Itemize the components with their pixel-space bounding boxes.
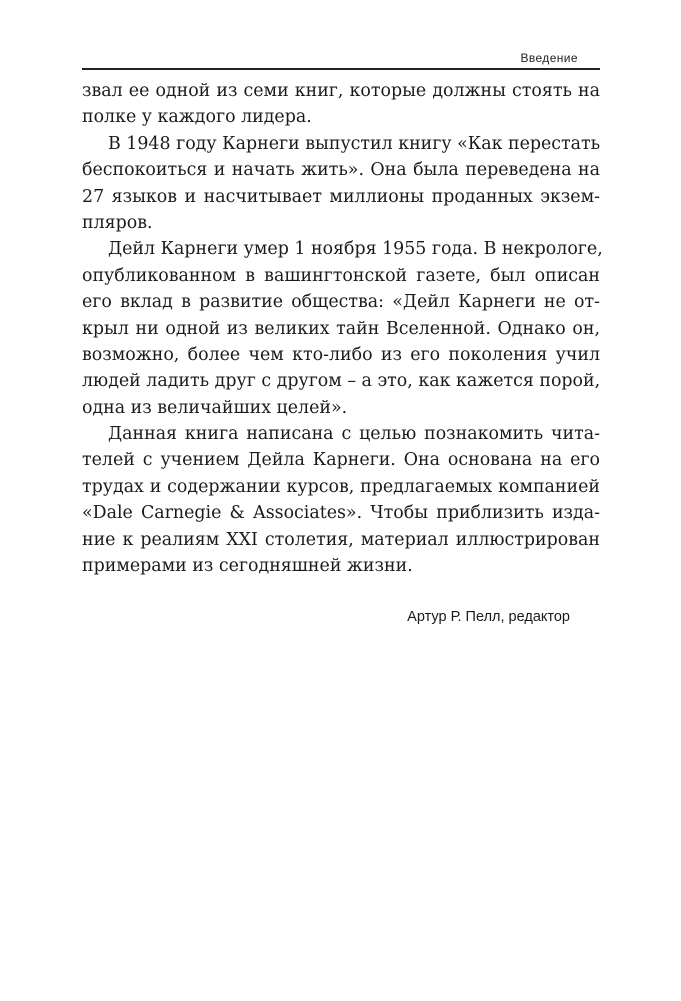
text-line: полке у каждого лидера.	[82, 107, 312, 128]
text-line: В 1948 году Карнеги выпустил книгу «Как перестать	[108, 133, 601, 154]
editor-signature: Артур Р. Пелл, редактор	[407, 609, 570, 625]
text-line: возможно, более чем кто-либо из его поколения учил	[82, 344, 600, 365]
text-line: телей с учением Дейла Карнеги. Она основана на его	[82, 450, 600, 471]
text-line: беспокоиться и начать жить». Она была переведена на	[82, 160, 600, 181]
text-line: Данная книга написана с целью познакомить чита-	[108, 424, 600, 445]
text-line: ние к реалиям XXI столетия, материал иллюстрирован	[82, 529, 600, 550]
text-line: «Dale Carnegie & Associates». Чтобы приблизить изда-	[82, 503, 600, 524]
running-head: Введение	[520, 51, 578, 65]
text-line: людей ладить друг с другом – а это, как кажется порой,	[82, 371, 601, 392]
text-line: опубликованном в вашингтонской газете, был описан	[82, 265, 600, 286]
paragraph	[82, 78, 600, 131]
body-text	[82, 78, 603, 579]
paragraph	[82, 236, 603, 421]
paragraph	[82, 131, 600, 237]
text-line: Дейл Карнеги умер 1 ноября 1955 года. В некрологе,	[108, 239, 603, 260]
text-line: пляров.	[82, 212, 153, 233]
text-line: примерами из сегодняшней жизни.	[82, 556, 413, 577]
text-line: одна из величайших целей».	[82, 397, 348, 418]
text-line: трудах и содержании курсов, предлагаемых компанией	[82, 476, 600, 497]
text-line: его вклад в развитие общества: «Дейл Карнеги не от-	[82, 292, 600, 313]
text-line: звал ее одной из семи книг, которые должны стоять на	[82, 81, 600, 101]
text-line: 27 языков и насчитывает миллионы проданных экзем-	[82, 186, 600, 207]
paragraph	[82, 421, 600, 579]
header-rule	[82, 68, 600, 70]
text-line: крыл ни одной из великих тайн Вселенной. Однако он,	[82, 318, 600, 339]
